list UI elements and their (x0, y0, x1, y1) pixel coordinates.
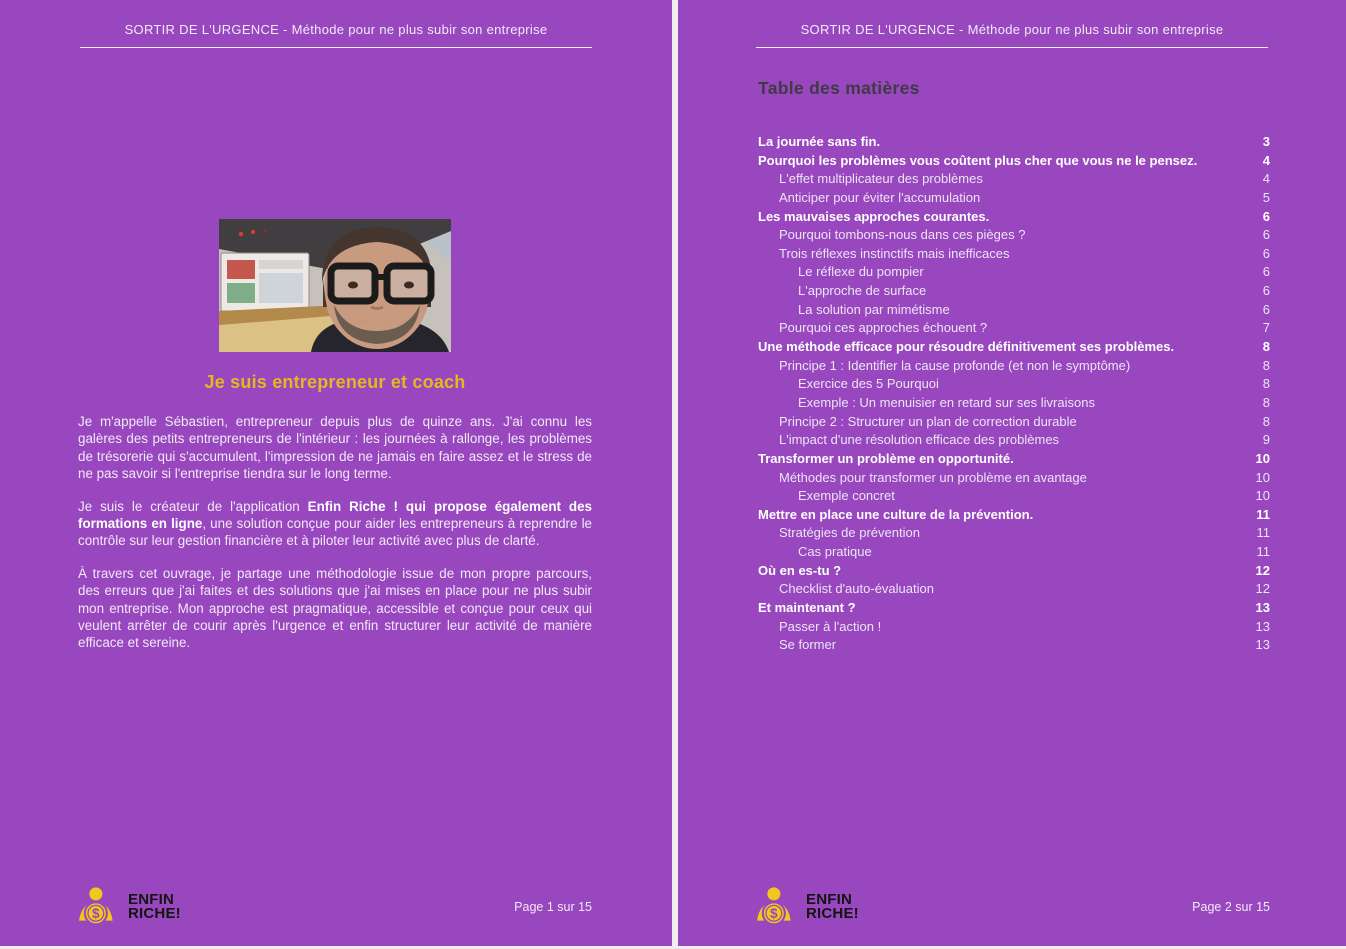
header-rule (756, 22, 1268, 48)
toc-entry[interactable] (758, 600, 1270, 619)
toc-entry[interactable] (758, 544, 1270, 563)
toc-entry[interactable] (758, 190, 1270, 209)
toc-entry-label: Passer à l'action ! (779, 618, 882, 634)
toc-entry-page-number: 10 (1255, 488, 1270, 504)
toc-entry-page-number: 5 (1262, 189, 1270, 205)
page-title: Je suis entrepreneur et coach (204, 372, 466, 392)
toc-entry-page-number: 8 (1262, 394, 1270, 410)
toc-entry[interactable] (758, 283, 1270, 302)
page1-footer (78, 886, 592, 928)
page-number-label: Page 2 sur 15 (1192, 900, 1270, 914)
toc-entry-page-number: 13 (1255, 600, 1270, 616)
enfin-riche-logo (756, 886, 859, 928)
toc-entry[interactable] (758, 488, 1270, 507)
toc-entry-page-number: 6 (1262, 245, 1270, 261)
page-number-label: Page 1 sur 15 (514, 900, 592, 914)
toc-entry-label: Une méthode efficace pour résoudre définitivement ses problèmes. (758, 339, 1175, 355)
toc-entry-page-number: 4 (1262, 152, 1270, 168)
toc-entry-page-number: 13 (1255, 618, 1270, 634)
toc-entry[interactable] (758, 451, 1270, 470)
toc-entry-page-number: 3 (1262, 134, 1270, 149)
toc-entry[interactable] (758, 581, 1270, 600)
toc-entry[interactable] (758, 470, 1270, 489)
toc-entry[interactable] (758, 320, 1270, 339)
toc-entry-page-number: 6 (1262, 227, 1270, 243)
logo-line1: ENFIN (128, 891, 174, 908)
toc-entry-label: Méthodes pour transformer un problème en avantage (779, 469, 1087, 485)
paragraph-app (78, 498, 592, 550)
toc-entry[interactable] (758, 209, 1270, 228)
toc-entry[interactable] (758, 563, 1270, 582)
person-holding-dollar-coin-icon (78, 886, 120, 928)
toc-entry-page-number: 10 (1255, 450, 1270, 466)
toc-entry-label: La solution par mimétisme (798, 301, 950, 317)
toc-entry-label: Anticiper pour éviter l'accumulation (779, 189, 981, 205)
toc-entry-page-number: 6 (1262, 283, 1270, 299)
person-holding-dollar-coin-icon (756, 886, 798, 928)
toc-entry-page-number: 6 (1262, 301, 1270, 317)
toc-entry-page-number: 9 (1262, 432, 1270, 448)
toc-entry-label: L'effet multiplicateur des problèmes (779, 171, 983, 187)
toc-entry-label: Trois réflexes instinctifs mais inefficaces (779, 245, 1010, 261)
toc-entry[interactable] (758, 358, 1270, 377)
toc-entry-page-number: 11 (1256, 525, 1270, 541)
page-1 (0, 0, 672, 946)
svg-text:$: $ (92, 906, 100, 922)
paragraph-method (78, 565, 592, 652)
paragraph-intro (78, 413, 592, 483)
toc-entry-page-number: 8 (1262, 376, 1270, 392)
toc-entry[interactable] (758, 395, 1270, 414)
paragraph-text: Je m'appelle Sébastien, entrepreneur depuis plus de quinze ans. J'ai connu les galères des petits entrepreneurs de l'intérieur : les journées à rallonge, les problèmes de trésorerie qui s'accumulent, l'impression de ne jamais en faire assez et le stress de ne pas savoir si l'entreprise tiendra sur le long terme. (78, 414, 592, 482)
toc-entry-label: Principe 2 : Structurer un plan de correction durable (779, 413, 1077, 429)
toc-entry[interactable] (758, 637, 1270, 656)
page-2 (678, 0, 1346, 946)
page2-footer (756, 886, 1270, 928)
paragraph-text: Je suis le créateur de l'application (78, 498, 308, 514)
author-photo (219, 219, 451, 352)
toc-entry-label: Pourquoi les problèmes vous coûtent plus cher que vous ne le pensez. (758, 152, 1198, 168)
toc-entry-page-number: 13 (1255, 637, 1270, 653)
toc-entry[interactable] (758, 414, 1270, 433)
toc-entry-label: L'impact d'une résolution efficace des problèmes (779, 432, 1060, 448)
toc-entry[interactable] (758, 227, 1270, 246)
author-photo-illustration (219, 219, 451, 352)
toc-entry-page-number: 8 (1262, 357, 1270, 373)
toc-entry-page-number: 11 (1256, 544, 1270, 560)
page-header (0, 22, 672, 48)
logo-wordmark (806, 893, 859, 921)
toc-entry-label: Cas pratique (798, 544, 872, 560)
toc-entry[interactable] (758, 376, 1270, 395)
toc-entry-page-number: 4 (1262, 171, 1270, 187)
toc-list (758, 134, 1270, 656)
toc-entry-page-number: 10 (1255, 469, 1270, 485)
paragraph-text: À travers cet ouvrage, je partage une méthodologie issue de mon propre parcours, des erreurs que j'ai faites et des solutions que j'ai mises en place pour ne plus subir mon entreprise. Mon approche est pragmatique, accessible et conçue pour ceux qui veulent arrêter de courir après l'urgence et enfin structurer leur activité de manière efficace et sereine. (78, 565, 592, 651)
toc-entry[interactable] (758, 302, 1270, 321)
toc-entry-label: Où en es-tu ? (758, 562, 842, 578)
toc-entry-page-number: 7 (1262, 320, 1270, 336)
toc-entry-page-number: 8 (1262, 339, 1270, 355)
toc-entry-label: Les mauvaises approches courantes. (758, 208, 990, 224)
toc-entry[interactable] (758, 525, 1270, 544)
toc-entry-label: Stratégies de prévention (779, 525, 920, 541)
toc-entry-label: Exemple : Un menuisier en retard sur ses livraisons (798, 394, 1095, 410)
toc-entry-page-number: 12 (1255, 581, 1270, 597)
toc-entry-page-number: 12 (1255, 562, 1270, 578)
toc-entry[interactable] (758, 432, 1270, 451)
logo-line2: RICHE! (806, 905, 859, 922)
toc-entry-label: Exercice des 5 Pourquoi (798, 376, 939, 392)
page-header (678, 22, 1346, 48)
enfin-riche-logo (78, 886, 181, 928)
toc-entry-page-number: 11 (1256, 506, 1270, 522)
toc-entry-label: Transformer un problème en opportunité. (758, 450, 1014, 466)
logo-wordmark (128, 893, 181, 921)
toc-entry-label: Pourquoi tombons-nous dans ces pièges ? (779, 227, 1026, 243)
document-header-title: SORTIR DE L'URGENCE - Méthode pour ne plus subir son entreprise (124, 22, 548, 37)
toc-entry-label: Et maintenant ? (758, 600, 856, 616)
toc-entry[interactable] (758, 153, 1270, 172)
toc-entry-label: Exemple concret (798, 488, 895, 504)
toc-entry-label: Le réflexe du pompier (798, 264, 924, 280)
toc-entry-label: Checklist d'auto-évaluation (779, 581, 934, 597)
toc-entry-label: Principe 1 : Identifier la cause profonde (et non le symptôme) (779, 357, 1131, 373)
header-rule (80, 22, 592, 48)
svg-text:$: $ (770, 906, 778, 922)
paragraph-text: , une solution conçue pour aider les entrepreneurs à reprendre le contrôle sur leur gestion financière et à piloter leur activité avec plus de clarté. (78, 516, 592, 549)
document-header-title: SORTIR DE L'URGENCE - Méthode pour ne plus subir son entreprise (800, 22, 1224, 37)
toc-entry[interactable] (758, 507, 1270, 526)
toc-entry[interactable] (758, 264, 1270, 283)
toc-entry[interactable] (758, 171, 1270, 190)
paragraph-bold-text: Enfin Riche ! qui propose également des formations en ligne (78, 498, 592, 532)
logo-line1: ENFIN (806, 891, 852, 908)
page1-content (78, 372, 592, 667)
logo-line2: RICHE! (128, 905, 181, 922)
toc-entry[interactable] (758, 339, 1270, 358)
toc-entry[interactable] (758, 246, 1270, 265)
toc-entry-label: Mettre en place une culture de la prévention. (758, 506, 1034, 522)
toc-entry[interactable] (758, 619, 1270, 638)
toc-entry-page-number: 6 (1262, 208, 1270, 224)
toc-entry-label: Pourquoi ces approches échouent ? (779, 320, 988, 336)
toc-entry[interactable] (758, 134, 1270, 153)
toc-title: Table des matières (758, 78, 920, 98)
toc-entry-page-number: 8 (1262, 413, 1270, 429)
toc-entry-label: Se former (779, 637, 837, 653)
toc-entry-page-number: 6 (1262, 264, 1270, 280)
toc-entry-label: L'approche de surface (798, 283, 927, 299)
toc-entry-label: La journée sans fin. (758, 134, 881, 149)
